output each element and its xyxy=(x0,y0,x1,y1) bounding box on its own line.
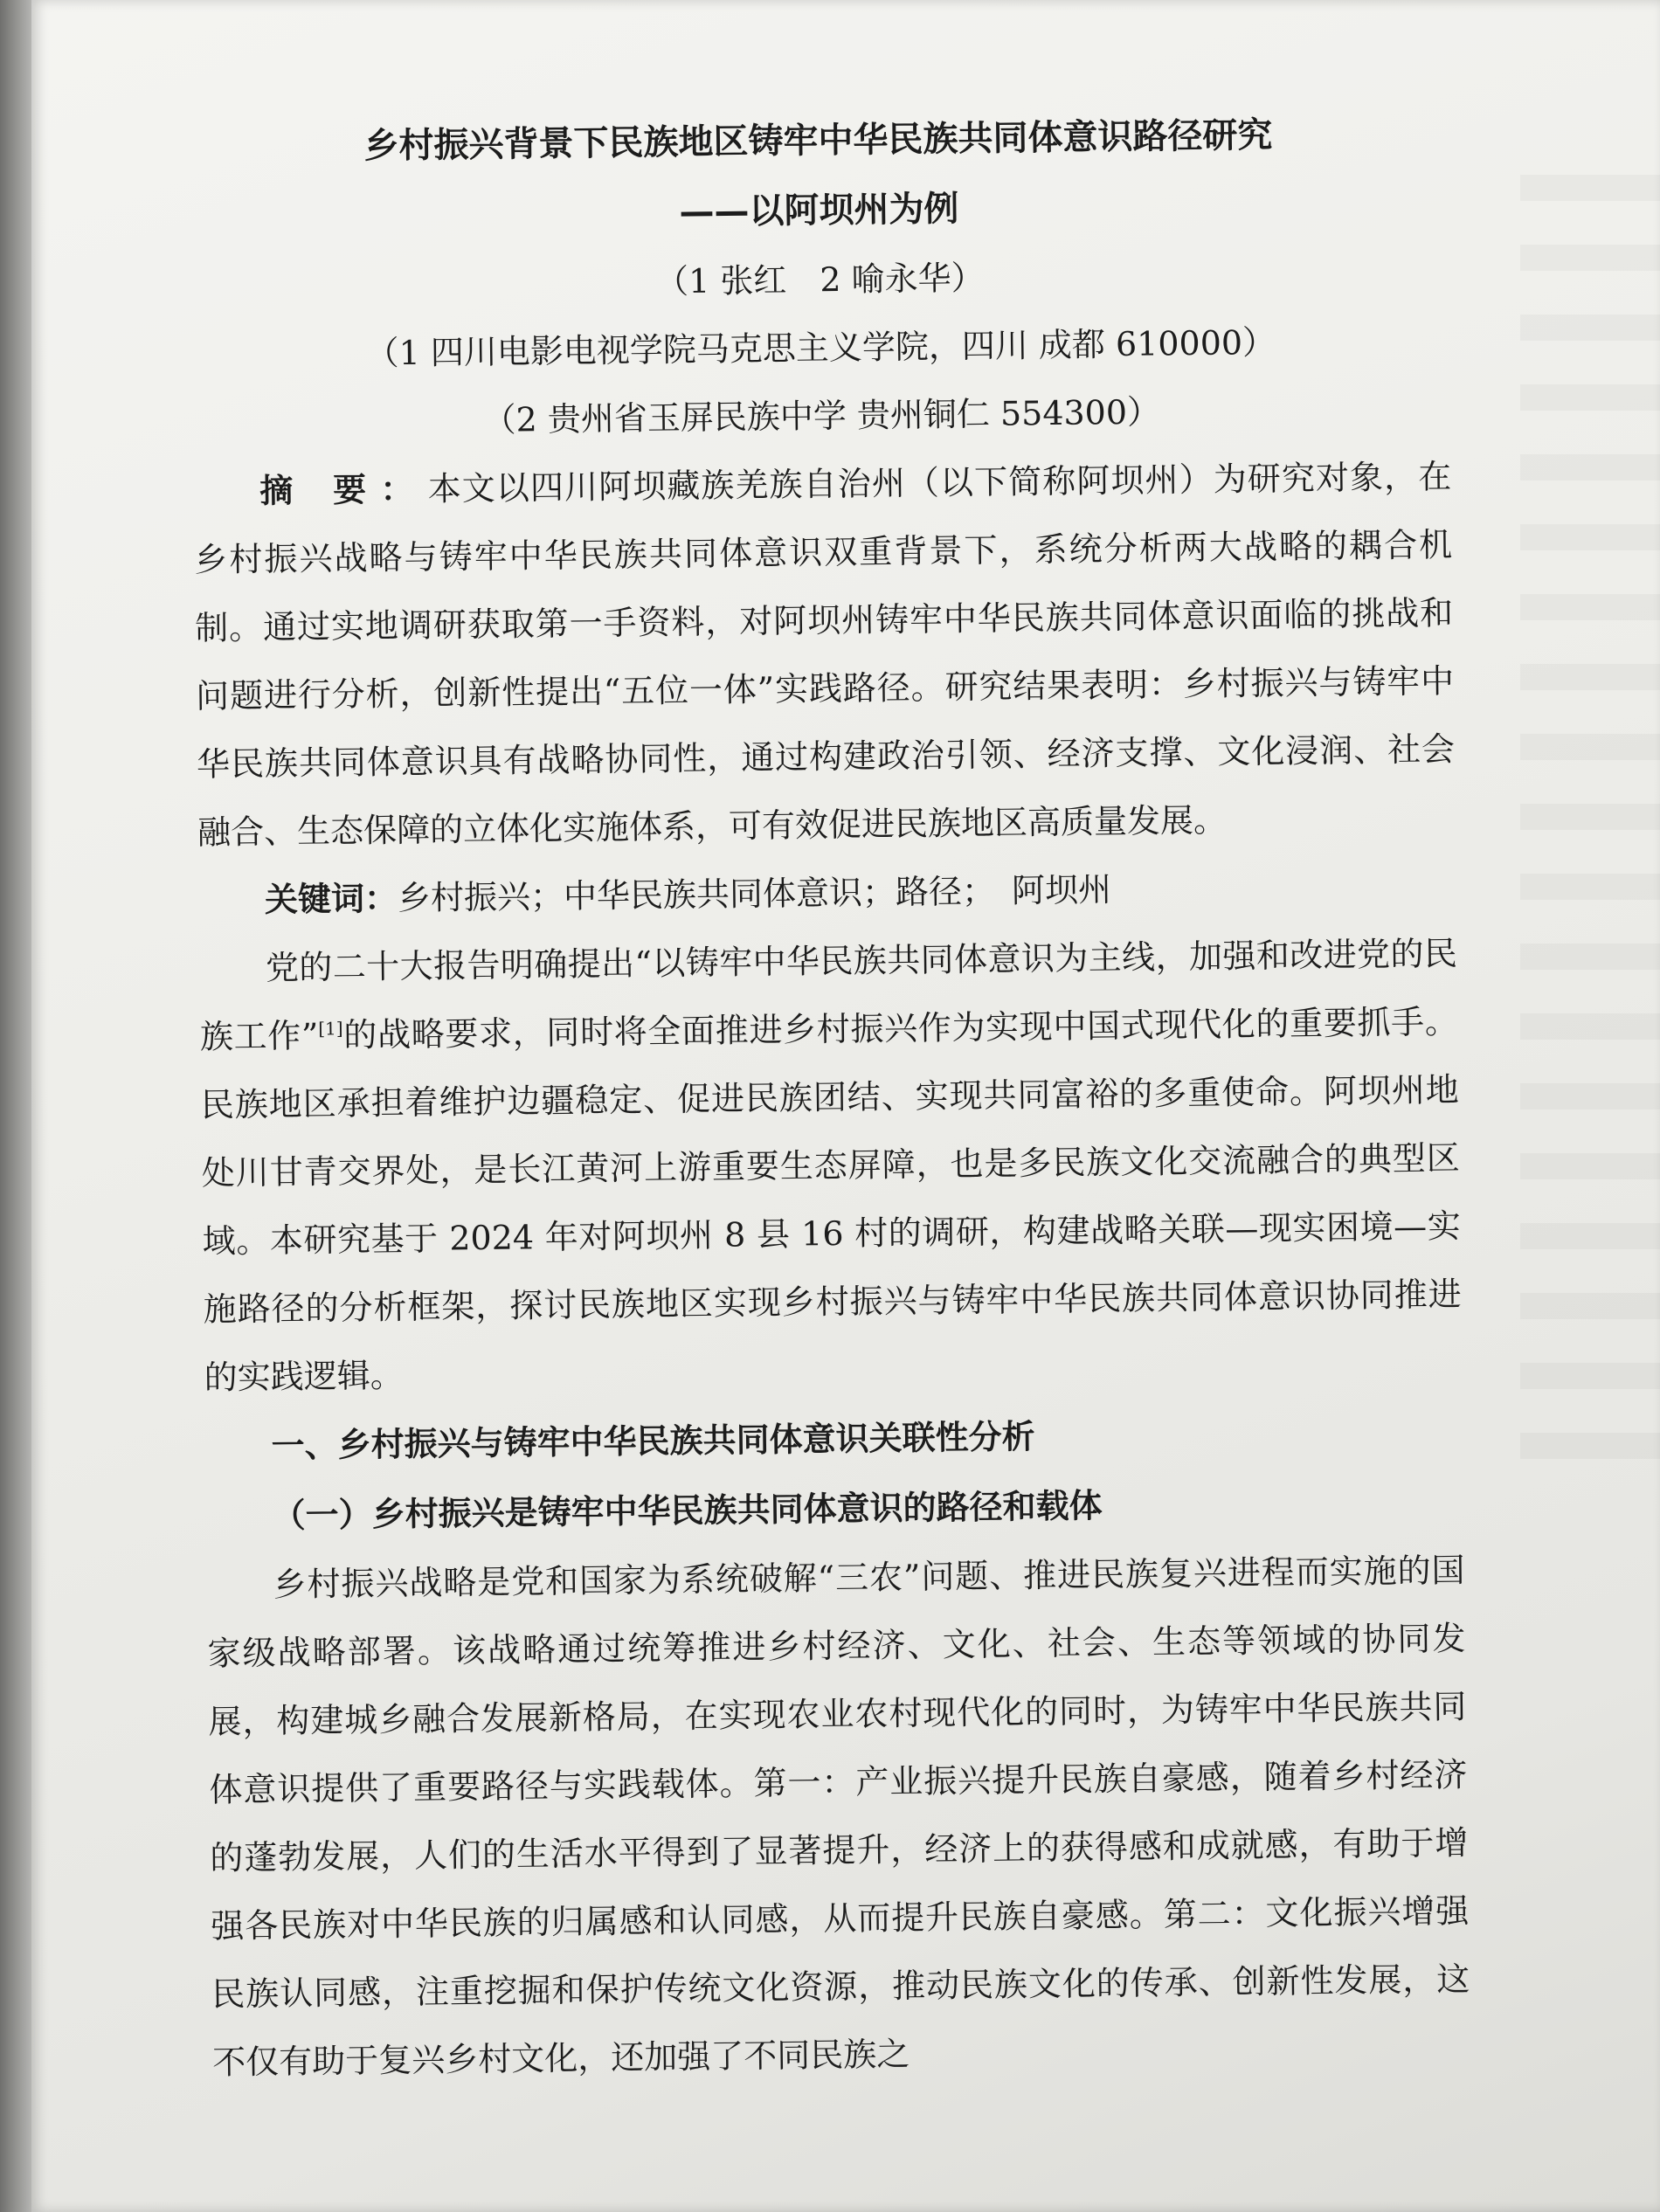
body-paragraph: 乡村振兴战略是党和国家为系统破解“三农”问题、推进民族复兴进程而实施的国家级战略部署。该战略通过统筹推进乡村经济、文化、社会、生态等领域的协同发展，构建城乡融合发展新格局，在实现农业农村现代化的同时，为铸牢中华民族共同体意识提供了重要路径与实践载体。第一：产业振兴提升民族自豪感，随着乡村经济的蓬勃发展，人们的生活水平得到了显著提升，经济上的获得感和成就感，有助于增强各民族对中华民族的归属感和认同感，从而提升民族自豪感。第二：文化振兴增强民族认同感，注重挖掘和保护传统文化资源，推动民族文化的传承、创新性发展，这不仅有助于复兴乡村文化，还加强了不同民族之 xyxy=(207,1551,1470,2082)
paper-title: 乡村振兴背景下民族地区铸牢中华民族共同体意识路径研究 xyxy=(363,114,1273,167)
keywords-text: 乡村振兴；中华民族共同体意识；路径； 阿坝州 xyxy=(397,870,1112,918)
section-heading: 一、乡村振兴与铸牢中华民族共同体意识关联性分析 xyxy=(271,1417,1035,1465)
abstract-label: 摘 要： xyxy=(259,469,428,511)
abstract xyxy=(193,442,1456,867)
page-content xyxy=(189,98,1471,2096)
author-line: （1 张红 2 喻永华） xyxy=(654,258,985,301)
paper-page xyxy=(31,0,1660,2212)
show-through-shadow xyxy=(1520,175,1660,1485)
introduction-paragraph xyxy=(198,919,1463,1412)
affiliation-2: （2 贵州省玉屏民族中学 贵州铜仁 554300） xyxy=(482,392,1161,439)
keywords-label: 关键词： xyxy=(264,879,398,920)
binding-edge xyxy=(0,0,35,2212)
paper-subtitle: ——以阿坝州为例 xyxy=(679,189,959,233)
intro-text-1: 党的二十大报告明确提出“以铸牢中华民族共同体意识为主线，加强和改进党的民族工作” xyxy=(199,934,1458,1056)
abstract-text: 本文以四川阿坝藏族羌族自治州（以下简称阿坝州）为研究对象，在乡村振兴战略与铸牢中华民族共同体意识双重背景下，系统分析两大战略的耦合机制。通过实地调研获取第一手资料，对阿坝州铸牢中华民族共同体意识面临的挑战和问题进行分析，创新性提出“五位一体”实践路径。研究结果表明：乡村振兴与铸牢中华民族共同体意识具有战略协同性，通过构建政治引领、经济支撑、文化浸润、社会融合、生态保障的立体化实施体系，可有效促进民族地区高质量发展。 xyxy=(193,457,1456,852)
intro-text-2: 的战略要求，同时将全面推进乡村振兴作为实现中国式现代化的重要抓手。民族地区承担着维护边疆稳定、促进民族团结、实现共同富裕的多重使命。阿坝州地处川甘青交界处，是长江黄河上游重要生态屏障，也是多民族文化交流融合的典型区域。本研究基于 2024 年对阿坝州 8 县 16 村的调研，构建战略关联—现实困境—实施路径的分析框架，探讨民族地区实现乡村振兴与铸牢中华民族共同体意识协同推进的实践逻辑。 xyxy=(200,1002,1462,1397)
affiliation-1: （1 四川电影电视学院马克思主义学院，四川 成都 610000） xyxy=(365,322,1276,373)
citation-marker: [1] xyxy=(318,1018,343,1040)
subsection-heading: （一）乡村振兴是铸牢中华民族共同体意识的路径和载体 xyxy=(272,1486,1103,1535)
